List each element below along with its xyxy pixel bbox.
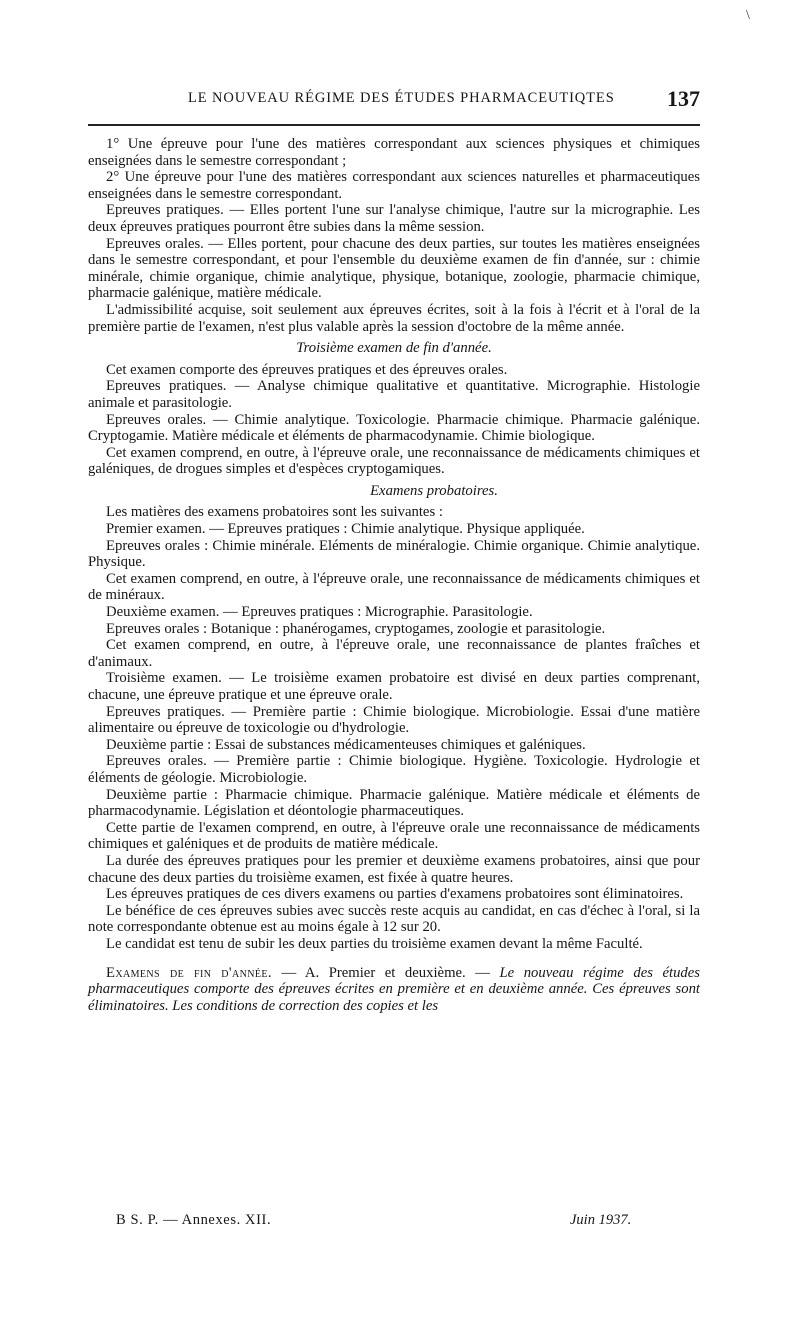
page-number: 137 <box>667 86 700 111</box>
section-heading-third-exam: Troisième examen de fin d'année. <box>296 340 492 357</box>
paragraph: Epreuves pratiques. — Analyse chimique qualitative et quantitative. Micrographie. Histologie animale et parasitologie. <box>88 378 700 411</box>
paragraph: Epreuves orales. — Chimie analytique. Toxicologie. Pharmacie chimique. Pharmacie galénique. Cryptogamie. Matière médicale et éléments de pharmacodynamie. Chimie biologique. <box>88 411 700 445</box>
paragraph: Epreuves pratiques. — Première partie : Chimie biologique. Microbiologie. Essai d'une matière alimentaire ou épreuve de toxicologie ou d'hydrologie. <box>88 703 700 737</box>
paragraph: Epreuves orales. — Première partie : Chimie biologique. Hygiène. Toxicologie. Hydrologie et éléments de géologie. Microbiologie. <box>88 753 700 786</box>
paragraph: L'admissibilité acquise, soit seulement aux épreuves écrites, soit à la fois à l'écrit et à l'oral de la première partie de l'examen, n'est plus valable après la session d'octobre de la même année. <box>88 301 700 335</box>
paragraph: Les matières des examens probatoires sont les suivantes : <box>106 504 443 521</box>
footer-date: Juin 1937. <box>570 1212 632 1228</box>
paragraph: Cet examen comprend, en outre, à l'épreuve orale, une reconnaissance de médicaments chimiques et de minéraux. <box>88 570 700 604</box>
paragraph: Epreuves orales : Chimie minérale. Eléments de minéralogie. Chimie organique. Chimie analytique. Physique. <box>88 537 700 571</box>
paragraph: Cet examen comprend, en outre, à l'épreuve orale, une reconnaissance de médicaments chimiques et galéniques, de drogues simples et d'espèces cryptogamiques. <box>88 444 700 478</box>
header-rule <box>88 124 700 126</box>
paragraph: Deuxième partie : Essai de substances médicamenteuses chimiques et galéniques. <box>106 736 586 753</box>
paragraph: Cet examen comporte des épreuves pratiques et des épreuves orales. <box>106 361 508 378</box>
corner-mark: \ <box>746 8 750 23</box>
paragraph: Deuxième examen. — Epreuves pratiques : Micrographie. Parasitologie. <box>106 604 533 621</box>
paragraph: Les épreuves pratiques de ces divers examens ou parties d'examens probatoires sont éliminatoires. <box>106 886 684 903</box>
paragraph: Epreuves pratiques. — Elles portent l'une sur l'analyse chimique, l'autre sur la micrographie. Les deux épreuves pratiques pourront être subies dans la même session. <box>88 202 700 235</box>
paragraph: Le candidat est tenu de subir les deux parties du troisième examen devant la même Faculté. <box>106 935 643 952</box>
page-body <box>88 136 700 1014</box>
paragraph: Premier examen. — Epreuves pratiques : Chimie analytique. Physique appliquée. <box>106 521 585 538</box>
final-italic-text: Le nouveau régime des études pharmaceutiques comporte des épreuves écrites en première et en deuxième année. Ces épreuves sont éliminatoires. Les conditions de correction des copies et les <box>88 964 700 1014</box>
paragraph: 1° Une épreuve pour l'une des matières correspondant aux sciences physiques et chimiques enseignées dans le semestre correspondant ; <box>88 136 700 169</box>
section-heading-probatoires: Examens probatoires. <box>370 482 498 499</box>
final-lead-plain: — A. Premier et deuxième. — <box>271 964 500 981</box>
running-header <box>88 86 700 116</box>
paragraph: Cette partie de l'examen comprend, en outre, à l'épreuve orale une reconnaissance de médicaments chimiques et galéniques et de produits de matière médicale. <box>88 819 700 853</box>
paragraph: 2° Une épreuve pour l'une des matières correspondant aux sciences naturelles et pharmaceutiques enseignées dans le semestre correspondant. <box>88 169 700 202</box>
paragraph: La durée des épreuves pratiques pour les premier et deuxième examens probatoires, ainsi que pour chacune des deux parties du troisième examen, est fixée à quatre heures. <box>88 852 700 886</box>
paragraph: Le bénéfice de ces épreuves subies avec succès reste acquis au candidat, en cas d'échec à l'oral, si la note correspondante obtenue est au moins égale à 12 sur 20. <box>88 902 700 936</box>
paragraph: Troisième examen. — Le troisième examen probatoire est divisé en deux parties comprenant, chacune, une épreuve pratique et une épreuve orale. <box>88 670 700 703</box>
paragraph: Cet examen comprend, en outre, à l'épreuve orale, une reconnaissance de plantes fraîches et d'animaux. <box>88 637 700 670</box>
paragraph: Epreuves orales : Botanique : phanérogames, cryptogames, zoologie et parasitologie. <box>106 620 606 637</box>
page-footer <box>88 1212 700 1232</box>
running-header-title: LE NOUVEAU RÉGIME DES ÉTUDES PHARMACEUTIQTES <box>188 90 615 106</box>
paragraph: Epreuves orales. — Elles portent, pour chacune des deux parties, sur toutes les matières enseignées dans le semestre correspondant, et pour l'ensemble du deuxième examen de fin d'année, sur : chimie minérale, chimie organique, chimie analytique, physique, botanique, zoologie, pharmacie chimique, pharmacie galénique, matière médicale. <box>88 235 700 302</box>
final-paragraph <box>88 965 700 1015</box>
footer-journal-ref: B S. P. — Annexes. XII. <box>116 1212 272 1228</box>
paragraph: Deuxième partie : Pharmacie chimique. Pharmacie galénique. Matière médicale et éléments de pharmacodynamie. Législation et déontologie pharmaceutiques. <box>88 786 700 820</box>
final-lead-smallcaps: Examens de fin d'année. <box>106 964 272 981</box>
